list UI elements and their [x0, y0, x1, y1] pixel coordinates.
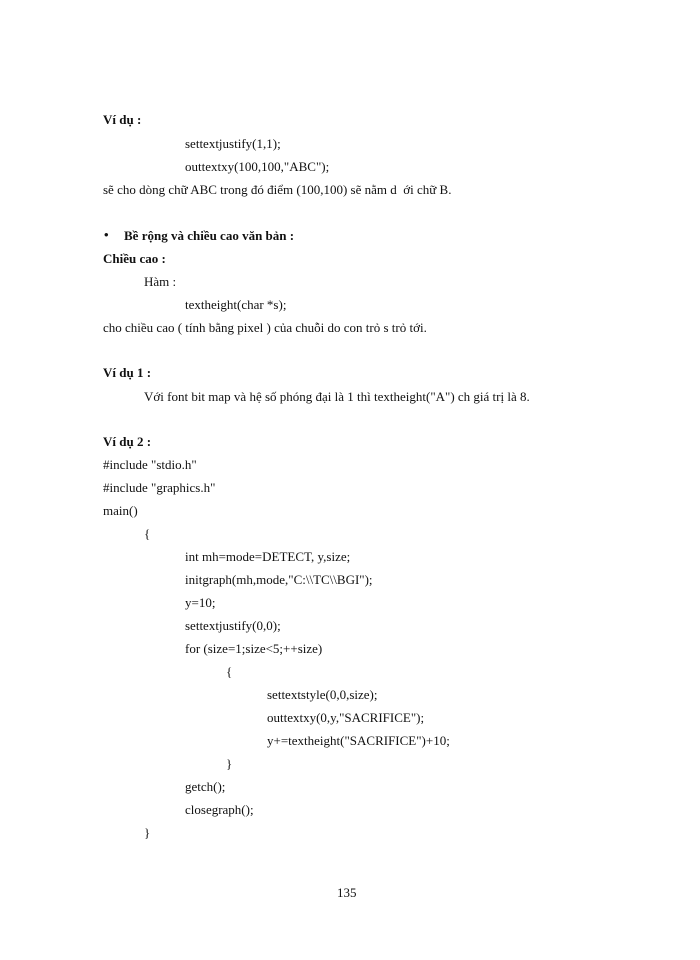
- page-number: 135: [337, 885, 357, 900]
- code-line: settextjustify(0,0);: [185, 618, 281, 633]
- code-line: int mh=mode=DETECT, y,size;: [185, 549, 351, 564]
- code-line: outtextxy(0,y,"SACRIFICE");: [267, 710, 425, 725]
- code-line: getch();: [185, 779, 226, 794]
- code-line: for (size=1;size<5;++size): [185, 641, 323, 656]
- code-line: initgraph(mh,mode,"C:\\TC\\BGI");: [185, 572, 373, 587]
- bullet-icon: •: [104, 227, 109, 242]
- code-line: {: [226, 664, 233, 679]
- example-1-heading: Ví dụ 1 :: [103, 365, 152, 380]
- code-line: {: [144, 526, 151, 541]
- example-2-heading: Ví dụ 2 :: [103, 434, 152, 449]
- example-heading: Ví dụ :: [103, 112, 142, 127]
- code-line: }: [226, 756, 233, 771]
- function-label: Hàm :: [144, 274, 177, 289]
- function-signature: textheight(char *s);: [185, 297, 287, 312]
- explanation-text: sẽ cho dòng chữ ABC trong đó điểm (100,100) sẽ nằm d ới chữ B.: [103, 182, 452, 197]
- code-line: #include "graphics.h": [103, 480, 216, 495]
- code-line: #include "stdio.h": [103, 457, 197, 472]
- code-line: y=10;: [185, 595, 216, 610]
- code-line: main(): [103, 503, 138, 518]
- code-line: }: [144, 825, 151, 840]
- code-line: outtextxy(100,100,"ABC");: [185, 159, 330, 174]
- code-line: settextjustify(1,1);: [185, 136, 281, 151]
- section-title: Bề rộng và chiều cao văn bản :: [124, 228, 295, 243]
- code-line: closegraph();: [185, 802, 254, 817]
- function-description: cho chiều cao ( tính bằng pixel ) của chuỗi do con trỏ s trỏ tới.: [103, 320, 427, 335]
- subheading: Chiều cao :: [103, 251, 166, 266]
- example-1-text: Với font bit map và hệ số phóng đại là 1 thì textheight("A") ch giá trị là 8.: [144, 389, 530, 404]
- code-line: y+=textheight("SACRIFICE")+10;: [267, 733, 450, 748]
- code-line: settextstyle(0,0,size);: [267, 687, 378, 702]
